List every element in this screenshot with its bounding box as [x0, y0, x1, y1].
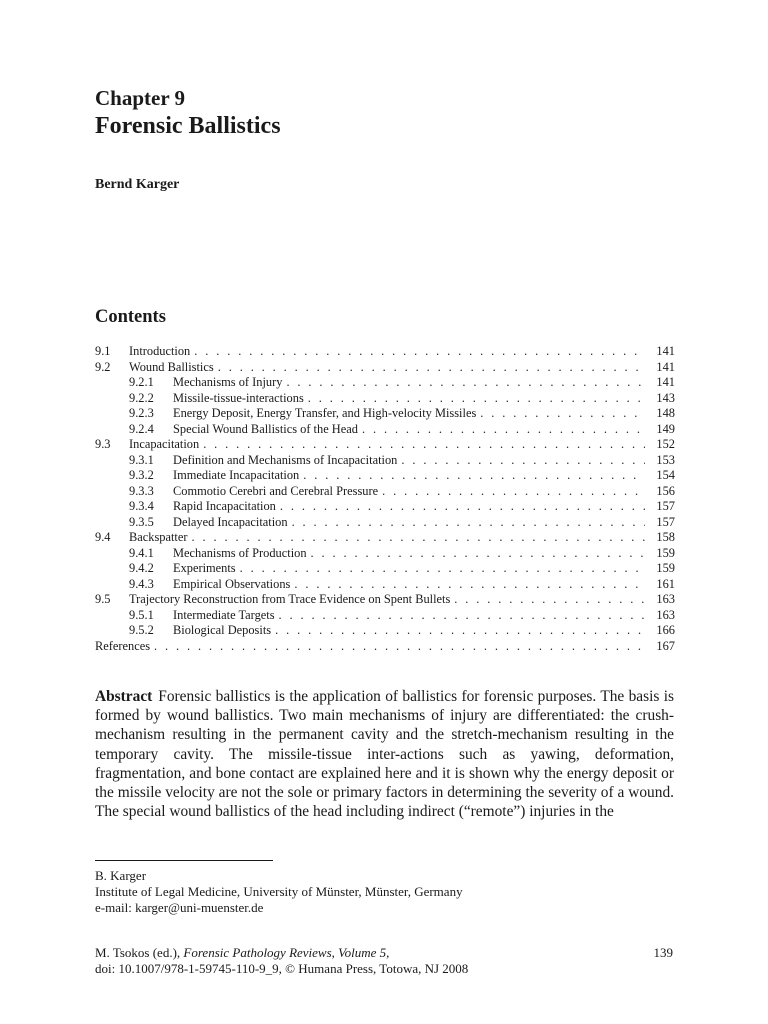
- citation-editor: M. Tsokos (ed.),: [95, 945, 181, 960]
- toc-title: Special Wound Ballistics of the Head: [173, 421, 358, 436]
- toc-entry: [95, 546, 675, 562]
- toc-leader-dots: [240, 561, 645, 577]
- table-of-contents: [95, 344, 675, 654]
- toc-number: 9.4.1: [129, 545, 154, 560]
- contents-heading: Contents: [95, 307, 166, 327]
- toc-entry: [95, 561, 675, 577]
- toc-leader-dots: [454, 592, 645, 608]
- toc-title: Experiments: [173, 561, 236, 575]
- toc-number: 9.3: [95, 437, 111, 451]
- toc-title: Energy Deposit, Energy Transfer, and High-velocity Missiles: [173, 406, 477, 420]
- toc-title: Backspatter: [129, 530, 188, 544]
- toc-title: Trajectory Reconstruction from Trace Evidence on Spent Bullets: [129, 592, 451, 606]
- toc-page-number: 141: [656, 359, 675, 374]
- toc-entry: [95, 515, 675, 531]
- toc-entry: [95, 468, 675, 484]
- toc-page-number: 163: [656, 592, 675, 606]
- toc-title: Empirical Observations: [173, 576, 291, 591]
- toc-entry: [95, 360, 675, 376]
- toc-page-number: 143: [656, 390, 675, 405]
- toc-entry: [95, 375, 675, 391]
- toc-number: 9.3.3: [129, 483, 154, 498]
- chapter-label: Chapter 9: [95, 86, 186, 110]
- toc-number: 9.4.3: [129, 576, 154, 591]
- toc-title: Commotio Cerebri and Cerebral Pressure: [173, 483, 379, 498]
- toc-leader-dots: [194, 344, 645, 360]
- footnote-rule: [95, 860, 273, 861]
- toc-title: Mechanisms of Injury: [173, 375, 283, 389]
- toc-page-number: 166: [656, 623, 675, 637]
- toc-leader-dots: [308, 391, 645, 407]
- toc-title: Biological Deposits: [173, 623, 272, 637]
- toc-number: 9.3.4: [129, 499, 154, 513]
- toc-entry: [95, 484, 675, 500]
- toc-leader-dots: [382, 484, 645, 500]
- toc-number: 9.1: [95, 344, 111, 358]
- toc-page-number: 157: [656, 514, 675, 529]
- toc-leader-dots: [279, 608, 645, 624]
- toc-number: 9.2: [95, 359, 111, 374]
- toc-page-number: 159: [656, 561, 675, 575]
- toc-entry: [95, 608, 675, 624]
- abstract: [95, 687, 674, 821]
- toc-page-number: 156: [656, 483, 675, 498]
- toc-entry: [95, 422, 675, 438]
- toc-leader-dots: [286, 375, 645, 391]
- toc-page-number: 153: [656, 452, 675, 467]
- toc-entry: [95, 453, 675, 469]
- toc-page-number: 159: [656, 545, 675, 560]
- toc-entry: [95, 592, 675, 608]
- toc-title: Mechanisms of Production: [173, 545, 307, 560]
- toc-number: 9.2.4: [129, 421, 154, 436]
- toc-entry: [95, 499, 675, 515]
- toc-title: Incapacitation: [129, 437, 200, 451]
- footnote-affiliation: Institute of Legal Medicine, University of Münster, Münster, Germany: [95, 884, 463, 899]
- toc-page-number: 141: [656, 344, 675, 358]
- toc-leader-dots: [480, 406, 645, 422]
- toc-entry: [95, 577, 675, 593]
- toc-title: Definition and Mechanisms of Incapacitation: [173, 452, 398, 467]
- toc-leader-dots: [311, 546, 645, 562]
- toc-page-number: 161: [656, 576, 675, 591]
- toc-entry: [95, 639, 675, 655]
- abstract-label: Abstract: [95, 688, 153, 705]
- toc-number: 9.4.2: [129, 561, 154, 575]
- toc-page-number: 157: [656, 499, 675, 513]
- chapter-title: Forensic Ballistics: [95, 113, 281, 139]
- toc-number: 9.3.5: [129, 514, 154, 529]
- toc-page-number: 152: [656, 437, 675, 451]
- toc-number: 9.2.1: [129, 375, 154, 389]
- toc-entry: [95, 530, 675, 546]
- toc-title: Intermediate Targets: [173, 607, 275, 622]
- toc-entry: [95, 623, 675, 639]
- toc-leader-dots: [203, 437, 645, 453]
- footnote-email: e-mail: karger@uni-muenster.de: [95, 900, 264, 915]
- toc-number: 9.5.1: [129, 607, 154, 622]
- toc-title: Wound Ballistics: [129, 359, 214, 374]
- toc-page-number: 167: [656, 638, 675, 653]
- toc-number: 9.5: [95, 592, 111, 606]
- toc-page-number: 154: [656, 468, 675, 482]
- page-number: 139: [653, 945, 673, 960]
- toc-leader-dots: [192, 530, 646, 546]
- toc-number: 9.4: [95, 530, 111, 544]
- toc-page-number: 158: [656, 530, 675, 544]
- toc-leader-dots: [401, 453, 645, 469]
- citation-line: [95, 945, 389, 961]
- toc-leader-dots: [280, 499, 645, 515]
- toc-title: Delayed Incapacitation: [173, 514, 288, 529]
- citation-book: Forensic Pathology Reviews, Volume 5,: [183, 945, 390, 960]
- abstract-text: Forensic ballistics is the application of ballistics for forensic purposes. The basis is formed by wound ballistics. Two main mechanisms of injury are differentiated: the crush-mechanism resulting in the permanent cavity and the stretch-mechanism resulting in the temporary cavity. The missile-tissue inter-actions such as yawing, deformation, fragmentation, and bone contact are explained here and it is shown why the energy deposit or the missile velocity are not the sole or primary factors in determining the severity of a wound. The special wound ballistics of the head including indirect (“remote”) injuries in the: [95, 688, 674, 821]
- footnote-author: B. Karger: [95, 868, 147, 883]
- toc-title: References: [95, 638, 151, 653]
- toc-leader-dots: [303, 468, 645, 484]
- toc-number: 9.3.1: [129, 452, 154, 467]
- toc-title: Missile-tissue-interactions: [173, 390, 304, 405]
- toc-title: Rapid Incapacitation: [173, 499, 276, 513]
- toc-entry: [95, 406, 675, 422]
- toc-page-number: 148: [656, 406, 675, 420]
- toc-page-number: 141: [656, 375, 675, 389]
- toc-page-number: 163: [656, 607, 675, 622]
- toc-page-number: 149: [656, 421, 675, 436]
- toc-number: 9.3.2: [129, 468, 154, 482]
- toc-number: 9.5.2: [129, 623, 154, 637]
- toc-number: 9.2.3: [129, 406, 154, 420]
- author-name: Bernd Karger: [95, 177, 180, 192]
- toc-entry: [95, 391, 675, 407]
- toc-title: Immediate Incapacitation: [173, 468, 300, 482]
- toc-leader-dots: [218, 360, 645, 376]
- toc-leader-dots: [294, 577, 645, 593]
- citation-doi: doi: 10.1007/978-1-59745-110-9_9, © Humana Press, Totowa, NJ 2008: [95, 961, 469, 976]
- toc-leader-dots: [362, 422, 645, 438]
- toc-number: 9.2.2: [129, 390, 154, 405]
- toc-leader-dots: [292, 515, 645, 531]
- toc-title: Introduction: [129, 344, 191, 358]
- toc-entry: [95, 437, 675, 453]
- toc-entry: [95, 344, 675, 360]
- toc-leader-dots: [154, 639, 645, 655]
- toc-leader-dots: [275, 623, 645, 639]
